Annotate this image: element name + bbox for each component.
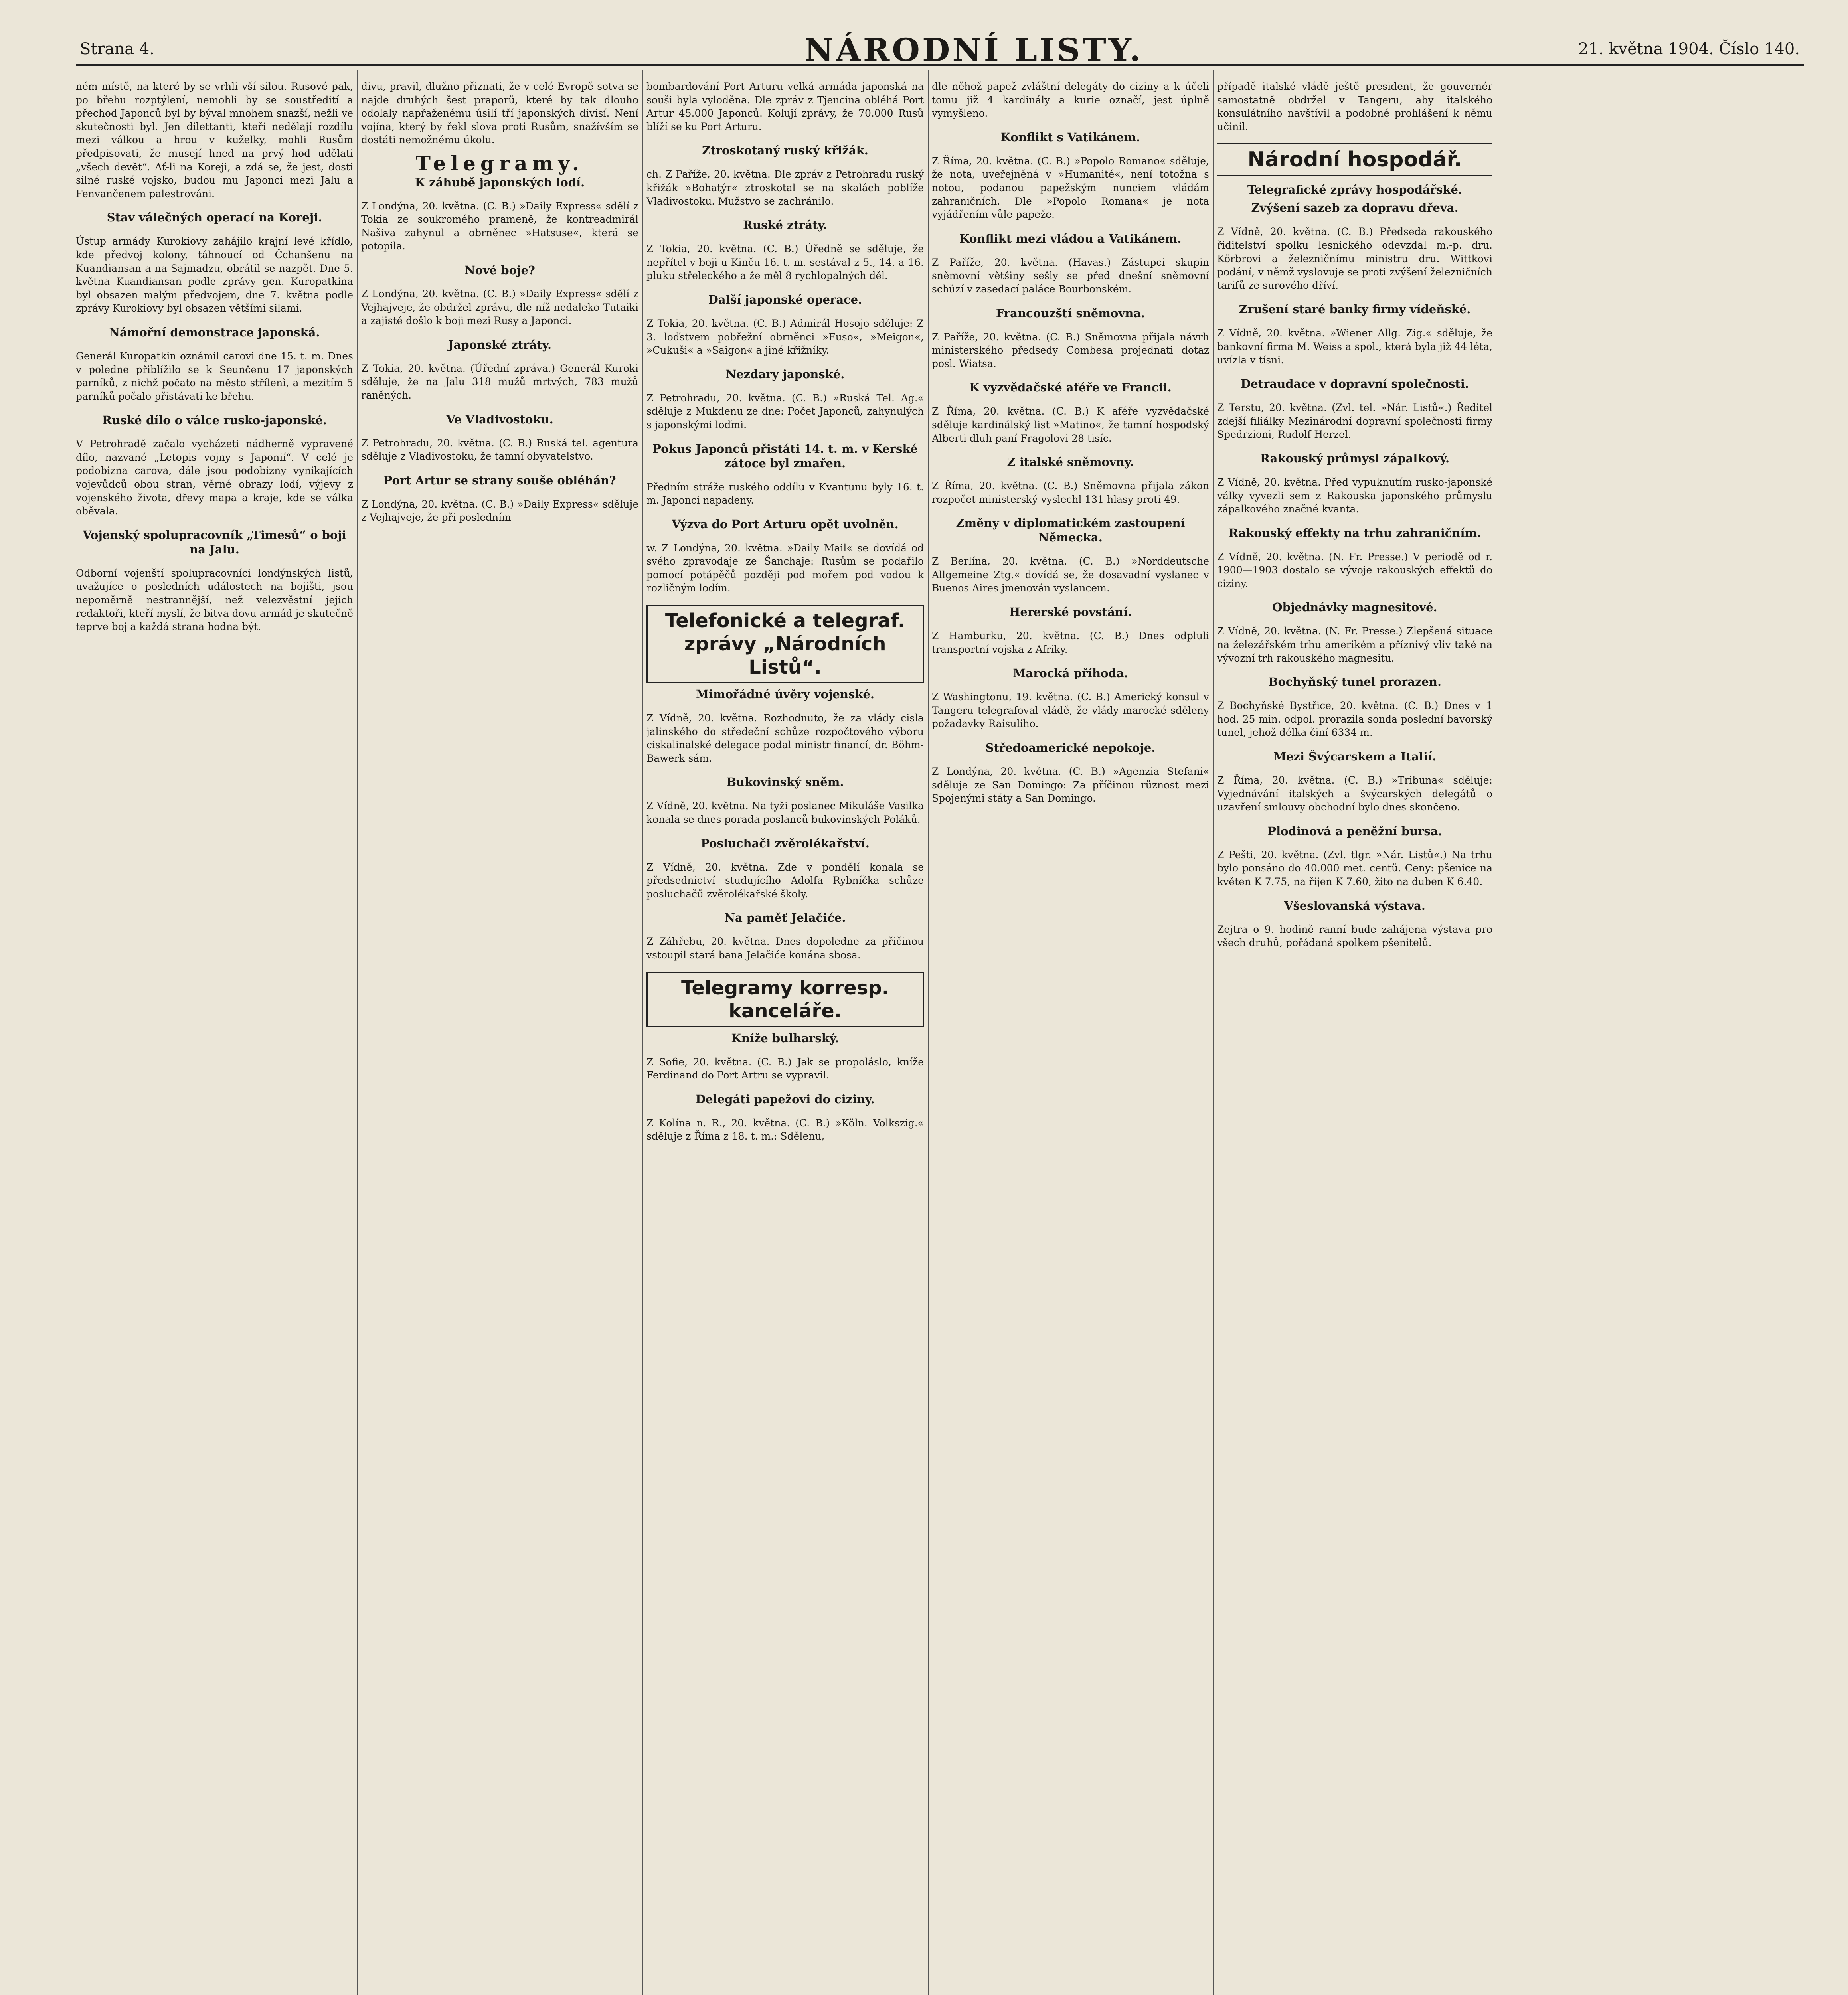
column-2	[361, 70, 638, 1995]
article: Port Artur se strany souše obléhán? Z Londýna, 20. května. (C. B.) »Daily Express« sděluje z Vejhajveje, že při posledním	[361, 473, 638, 523]
article: Ztroskotaný ruský křižák. ch. Z Paříže, 20. května. Dle zpráv z Petrohradu ruský křižák »Bohatýr« ztroskotal se na skalách poblíže Vladivostoku. Mužstvo se zachránilo.	[646, 144, 924, 207]
article: Marocká příhoda. Z Washingtonu, 19. května. (C. B.) Americký konsul v Tangeru telegrafoval vládě, že vlády marocké sděleny požadavky Raisuliho.	[932, 666, 1209, 730]
article-headline: Detraudace v dopravní společnosti.	[1241, 377, 1469, 391]
article: Bochyňský tunel prorazen. Z Bochyňské Bystřice, 20. května. (C. B.) Dnes v 1 hod. 25 min. odpol. prorazila sonda poslední bavorský tunel, jehož délka činí 6334 m.	[1217, 675, 1492, 739]
article-headline: Ve Vladivostoku.	[446, 412, 553, 426]
article-headline: Pokus Japonců přistáti 14. t. m. v Kerské zátoce byl zmařen.	[652, 442, 918, 470]
article: Výzva do Port Arturu opět uvolněn. w. Z Londýna, 20. května. »Daily Mail« se dovídá od svého zpravodaje ze Šanchaje: Rusům se podařilo pomocí potápěčů později pod mořem pod vodou k rozličným lodím.	[646, 517, 924, 594]
article: Zvýšení sazeb za dopravu dřeva. Z Vídně, 20. května. (C. B.) Předseda rakouského řiditelství spolku lesnického odevzdal m.-p. dru. Körbrovi a železničnímu ministru dru. Wittkovi podání, v němž vyslovuje se proti zvýšení železničních tarifů ze surového dříví.	[1217, 201, 1492, 291]
article-headline: Zrušení staré banky firmy vídeňské.	[1239, 302, 1471, 316]
article-headline: Ruské ztráty.	[743, 218, 828, 232]
column-divider	[642, 70, 643, 1995]
section-header-telefonicke-zpravy: Telefonické a telegraf. zprávy „Národních Listů“.	[646, 605, 924, 683]
article-headline: Konflikt s Vatikánem.	[1000, 130, 1140, 144]
article: Z italské sněmovny. Z Říma, 20. května. (C. B.) Sněmovna přijala zákon rozpočet ministerský vyslechl 131 hlasy proti 49.	[932, 455, 1209, 505]
article-headline: Port Artur se strany souše obléhán?	[383, 473, 616, 487]
article-headline: Ztroskotaný ruský křižák.	[702, 144, 868, 158]
article: Bukovinský sněm. Z Vídně, 20. května. Na tyži poslanec Mikuláše Vasilka konala se dnes porada poslanců bukovinských Poláků.	[646, 775, 924, 826]
article: Vojenský spolupracovník „Timesů“ o boji na Jalu. Odborní vojenští spolupracovníci londýnských listů, uvažujíce o posledních událostech na bojišti, jsou nepoměrně nestrannější, než velezvěstní jejich redaktoři, kteří myslí, že bitva dovu armád je skutečně teprve boj a každá strana hodna být.	[76, 528, 353, 633]
article-headline: Konflikt mezi vládou a Vatikánem.	[959, 231, 1182, 245]
article-headline: Zvýšení sazeb za dopravu dřeva.	[1251, 201, 1459, 215]
article: Plodinová a peněžní bursa. Z Pešti, 20. května. (Zvl. tlgr. »Nár. Listů«.) Na trhu bylo ponsáno do 40.000 met. centů. Ceny: pšenice na květen K 7.75, na říjen K 7.60, žito na duben K 6.40.	[1217, 824, 1492, 887]
article: Konflikt mezi vládou a Vatikánem. Z Paříže, 20. května. (Havas.) Zástupci skupin sněmovní většiny sešly se před dnešní sněmovní schůzí v zasedací paláce Bourbonském.	[932, 231, 1209, 295]
column-1	[76, 70, 353, 1995]
section-header-narodni-hospodar: Národní hospodář.	[1217, 143, 1492, 176]
article: Delegáti papežovi do ciziny. Z Kolína n. R., 20. května. (C. B.) »Köln. Volkszig.« sděluje z Říma z 18. t. m.: Sdělenu,	[646, 1092, 924, 1142]
article-headline: Mezi Švýcarskem a Italií.	[1273, 750, 1436, 764]
article-headline: Hererské povstání.	[1009, 605, 1132, 619]
issue-date: 21. května 1904. Číslo 140.	[1578, 40, 1800, 58]
article-headline: Rakouský effekty na trhu zahraničním.	[1228, 526, 1481, 540]
article: Mezi Švýcarskem a Italií. Z Říma, 20. května. (C. B.) »Tribuna« sděluje: Vyjednávání italských a švýcarských delegátů o uzavření smlouvy obchodní bylo dnes skončeno.	[1217, 750, 1492, 813]
article-headline: Mimořádné úvěry vojenské.	[696, 687, 874, 701]
column-5	[1217, 70, 1492, 1995]
column-divider	[1213, 70, 1214, 1995]
article: Japonské ztráty. Z Tokia, 20. května. (Úřední zpráva.) Generál Kuroki sděluje, že na Jalu 318 mužů mrtvých, 783 mužů raněných.	[361, 338, 638, 401]
newspaper-title: NÁRODNÍ LISTY.	[804, 31, 1143, 69]
page-number: Strana 4.	[80, 40, 154, 58]
article: Zrušení staré banky firmy vídeňské. Z Vídně, 20. května. »Wiener Allg. Zig.« sděluje, že bankovní firma M. Weiss a spol., která byla již 44 léta, uvízla v tísni.	[1217, 302, 1492, 366]
column-4	[932, 70, 1209, 1995]
column-divider	[357, 70, 358, 1995]
article: Rakouský effekty na trhu zahraničním. Z Vídně, 20. května. (N. Fr. Presse.) V periodě od r. 1900—1903 dostalo se vývoje rakouských effektů do ciziny.	[1217, 526, 1492, 589]
article-headline: Bochyňský tunel prorazen.	[1268, 675, 1442, 689]
section-header-telegramy-korresp: Telegramy korresp. kanceláře.	[646, 972, 924, 1027]
article: Objednávky magnesitové. Z Vídně, 20. května. (N. Fr. Presse.) Zlepšená situace na železářském trhu amerikém a příznivý vliv také na vývozní trh rakouského magnesitu.	[1217, 600, 1492, 664]
article-headline: Marocká příhoda.	[1013, 666, 1128, 680]
article: Další japonské operace. Z Tokia, 20. května. (C. B.) Admirál Hosojo sděluje: Z 3. loďstvem pobřežní obrněnci »Fuso«, »Meigon«, »Cukuši« a »Saigon« a jiné křižníky.	[646, 292, 924, 356]
article: bombardování Port Arturu velká armáda japonská na souši byla vyloděna. Dle zpráv z Tjencina obléhá Port Artur 45.000 Japonců. Kolují zprávy, že 70.000 Rusů blíží se ku Port Arturu.	[646, 81, 924, 132]
article: případě italské vládě ještě president, že gouvernér samostatně obdržel v Tangeru, aby italského konsulátního navštívil a podobné prohlášení k němu učinil.	[1217, 81, 1492, 132]
article-headline: Posluchači zvěrolékařství.	[701, 836, 870, 850]
article: Detraudace v dopravní společnosti. Z Terstu, 20. května. (Zvl. tel. »Nár. Listů«.) Ředitel zdejší filiálky Mezinárodní dopravní společnosti firmy Spedrzioni, Rudolf Herzel.	[1217, 377, 1492, 440]
article: Všeslovanská výstava. Zejtra o 9. hodině ranní bude zahájena výstava pro všech druhů, pořádaná spolkem pšenitelů.	[1217, 899, 1492, 949]
article: Ve Vladivostoku. Z Petrohradu, 20. května. (C. B.) Ruská tel. agentura sděluje z Vladivostoku, že tamní obyvatelstvo.	[361, 412, 638, 462]
article-headline: Středoamerické nepokoje.	[985, 741, 1156, 755]
article: ném místě, na které by se vrhli vší silou. Rusové pak, po břehu rozptýlení, nemohli by se soustředití a přechod Japonců byl by býval mnohem snazší, nežli ve skutečnosti byl. Jen dilettanti, kteří nedělají rozdílu mezi válkou a hrou v kuželky, mohli Rusům předpisovati, že musejí hned na prvý hod udělati „všech devět“. Ať-li na Koreji, a zdá se, že jest, dosti silné ruské vojsko, budou mu Japonci mezi Jalu a Fenvančenem palestrováni.	[76, 81, 353, 200]
article: Hererské povstání. Z Hamburku, 20. května. (C. B.) Dnes odpluli transportní vojska z Afriky.	[932, 605, 1209, 655]
article: Rakouský průmysl zápalkový. Z Vídně, 20. května. Před vypuknutím rusko-japonské války vyvezli sem z Rakouska japonského průmyslu zápalkového značné kvanta.	[1217, 451, 1492, 515]
column-3	[646, 70, 924, 1995]
article-headline: Delegáti papežovi do ciziny.	[696, 1092, 875, 1106]
article: divu, pravil, dlužno přiznati, že v celé Evropě sotva se najde druhých šest praporů, které by tak dlouho odolaly napřaženému úsilí tří japonských divisí. Není vojína, který by řekl slova proti Rusům, snažívším se dostáti nemožnému úkolu.	[361, 81, 638, 146]
article: Ruské ztráty. Z Tokia, 20. května. (C. B.) Úředně se sděluje, že nepřítel v boji u Kinču 16. t. m. sestával z 5., 14. a 16. pluku střeleckého a že měl 8 rychlopalných děl.	[646, 218, 924, 282]
article: Francouzští sněmovna. Z Paříže, 20. května. (C. B.) Sněmovna přijala návrh ministerského předsedy Combesa projednati dotaz posl. Wiatsa.	[932, 306, 1209, 369]
section-title-telegramy: Telegramy.	[415, 151, 584, 175]
article-headline: Plodinová a peněžní bursa.	[1267, 824, 1442, 838]
article: Pokus Japonců přistáti 14. t. m. v Kerské zátoce byl zmařen. Předním stráže ruského oddílu v Kvantunu byly 16. t. m. Japonci napadeny.	[646, 442, 924, 506]
article-headline: Kníže bulharský.	[731, 1031, 839, 1045]
article-headline: Francouzští sněmovna.	[996, 306, 1145, 320]
article-headline: Další japonské operace.	[708, 292, 862, 306]
subsection-headline: Telegrafické zprávy hospodářské.	[1247, 183, 1463, 197]
article-headline: Stav válečných operací na Koreji.	[107, 211, 322, 225]
article: Posluchači zvěrolékařství. Z Vídně, 20. května. Zde v pondělí konala se předsednictví studujícího Adolfa Rybníčka schůze posluchačů zvěrolékařské školy.	[646, 836, 924, 900]
article-headline: Ruské dílo o válce rusko-japonské.	[102, 413, 327, 427]
article-headline: Bukovinský sněm.	[726, 775, 844, 789]
article: dle něhož papež zvláštní delegáty do ciziny a k účeli tomu již 4 kardinály a kurie označí, jest úplně vymyšleno.	[932, 81, 1209, 119]
article-headline: Výzva do Port Arturu opět uvolněn.	[672, 517, 899, 531]
article: Změny v diplomatickém zastoupení Německa. Z Berlína, 20. května. (C. B.) »Norddeutsche Allgemeine Ztg.« dovídá se, že dosavadní vyslanec v Buenos Aires jmenován vyslancem.	[932, 516, 1209, 594]
article: Ruské dílo o válce rusko-japonské. V Petrohradě začalo vycházeti nádherně vypravené dílo, nazvané „Letopis vojny s Japonií“. V celé je podobizna carova, dále jsou podobizny vynikajících vojevůdců obou stran, věrné obrazy lodí, výjevy z vojenského života, dřevy mapa a kraje, kde se válka oběvala.	[76, 413, 353, 517]
article-headline: Objednávky magnesitové.	[1272, 600, 1437, 614]
article-headline: K vyzvědačské aféře ve Francii.	[969, 381, 1172, 395]
article: K záhubě japonských lodí. Z Londýna, 20. května. (C. B.) »Daily Express« sdělí z Tokia ze soukromého prameně, že kontreadmirál Našiva zahynul a obrněnec »Hatsuse«, která se potopila.	[361, 175, 638, 252]
article: Středoamerické nepokoje. Z Londýna, 20. května. (C. B.) »Agenzia Stefani« sděluje ze San Domingo: Za příčinou různost mezi Spojenými státy a San Domingo.	[932, 741, 1209, 804]
article: Kníže bulharský. Z Sofie, 20. května. (C. B.) Jak se propoláslo, kníže Ferdinand do Port Artru se vypravil.	[646, 1031, 924, 1081]
article: K vyzvědačské aféře ve Francii. Z Říma, 20. května. (C. B.) K aféře vyzvědačské sděluje kardinálský list »Matino«, že tamní hospodský Alberti dluh paní Fragolovi 28 tisíc.	[932, 381, 1209, 444]
article-headline: Rakouský průmysl zápalkový.	[1260, 451, 1450, 465]
article-headline: Na paměť Jelačiće.	[724, 911, 846, 925]
article-headline: Z italské sněmovny.	[1007, 455, 1134, 469]
article-headline: Nové boje?	[464, 263, 535, 277]
article-headline: Námořní demonstrace japonská.	[109, 325, 320, 339]
article-headline: K záhubě japonských lodí.	[415, 175, 585, 189]
article-headline: Nezdary japonské.	[725, 367, 845, 381]
article-headline: Vojenský spolupracovník „Timesů“ o boji na Jalu.	[83, 528, 346, 556]
article-headline: Změny v diplomatickém zastoupení Německa.	[956, 516, 1185, 545]
article: Na paměť Jelačiće. Z Záhřebu, 20. května. Dnes dopoledne za přičinou vstoupil stará bana Jelačiće konána sbosa.	[646, 911, 924, 961]
masthead	[76, 28, 1804, 69]
article-headline: Všeslovanská výstava.	[1284, 899, 1425, 913]
article-headline: Japonské ztráty.	[448, 338, 552, 352]
column-divider	[928, 70, 929, 1995]
article: Mimořádné úvěry vojenské. Z Vídně, 20. května. Rozhodnuto, že za vlády cisla jalinského do středeční schůze rozpočtového výboru ciskalinalské delegace podal ministr financí, dr. Böhm-Bawerk sám.	[646, 687, 924, 764]
article: Námořní demonstrace japonská. Generál Kuropatkin oznámil carovi dne 15. t. m. Dnes v poledne přiblížilo se k Seunčenu 17 japonských parníků, z nichž počato na město střílenì, a mezitím 5 parníků počalo přistávati ke břehu.	[76, 325, 353, 402]
article: Stav válečných operací na Koreji. Ústup armády Kurokiovy zahájilo krajní levé křídlo, kde předvoj kolony, táhnoucí od Čchanšenu na Kuandiansan a na Sajmadzu, obrátil se nazpět. Dne 5. května Kuandiansan podle zprávy gen. Kuropatkina byl obsazen malým předvojem, dne 7. května podle zprávy Kurokiovy byl obsazen většími silami.	[76, 211, 353, 314]
article: Nové boje? Z Londýna, 20. května. (C. B.) »Daily Express« sdělí z Vejhajveje, že obdržel zprávu, dle níž nedaleko Tutaiki a zajisté došlo k boji mezi Rusy a Japonci.	[361, 263, 638, 327]
article: Nezdary japonské. Z Petrohradu, 20. května. (C. B.) »Ruská Tel. Ag.« sděluje z Mukdenu ze dne: Počet Japonců, zahynulých s japonskými loďmi.	[646, 367, 924, 431]
article: Konflikt s Vatikánem. Z Říma, 20. května. (C. B.) »Popolo Romano« sděluje, že nota, uveřejněná v »Humanité«, není totožna s notou, podanou papežským nunciem vládám zahraničních. Dle »Popolo Romana« je nota vyjádřením vůle papeže.	[932, 130, 1209, 221]
